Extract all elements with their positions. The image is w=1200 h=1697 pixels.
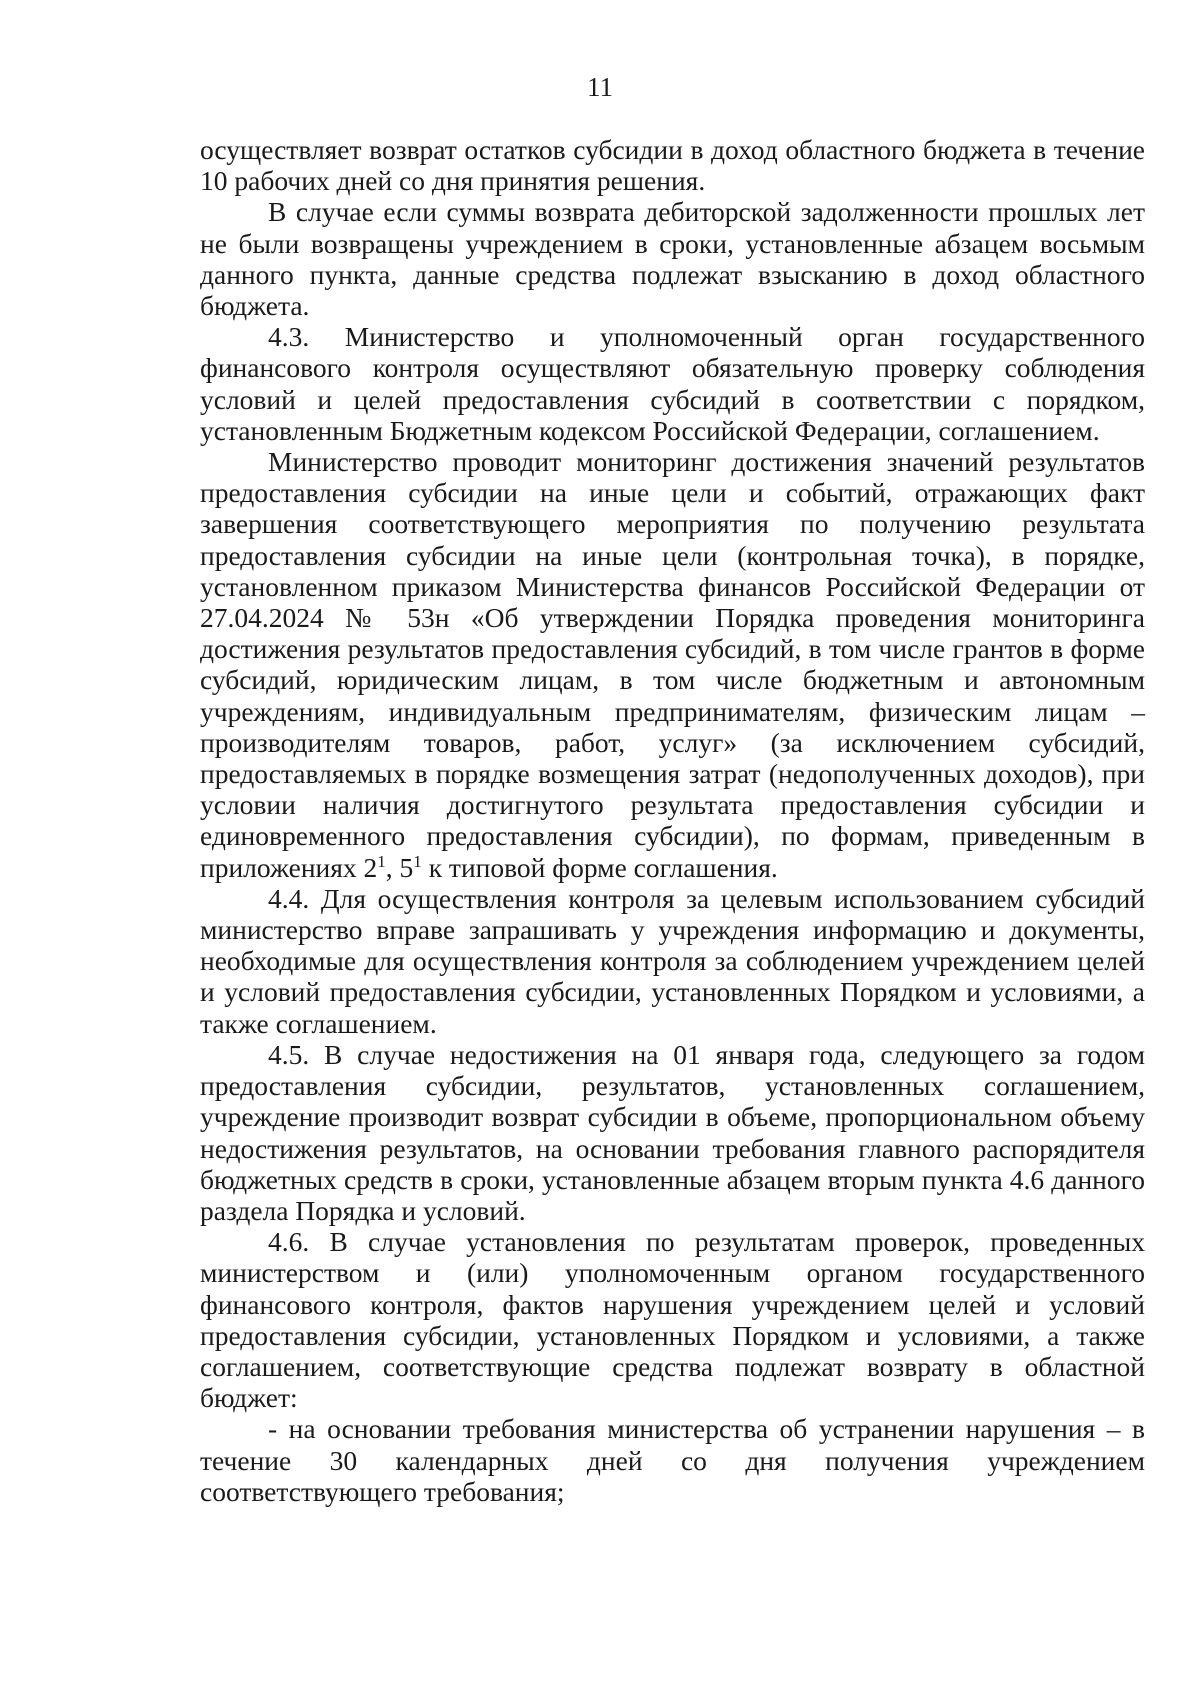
paragraph-list-item: - на основании требования министерства об устранении нарушения – в течение 30 календарных дней со дня получения учреждением соответствующего требования; xyxy=(200,1413,1145,1507)
paragraph-receivables: В случае если суммы возврата дебиторской задолженности прошлых лет не были возвращены учреждением в сроки, установленные абзацем восьмым данного пункта, данные средства подлежат взысканию в доход областного бюджета. xyxy=(200,196,1145,322)
paragraph-monitoring xyxy=(200,446,1145,883)
document-body xyxy=(200,134,1145,1507)
paragraph-4-6: 4.6. В случае установления по результатам проверок, проведенных министерством и (или) уполномоченным органом государственного финансового контроля, фактов нарушения учреждением целей и условий предоставления субсидии, установленных Порядком и условиями, а также соглашением, соответствующие средства подлежат возврату в областной бюджет: xyxy=(200,1226,1145,1414)
monitoring-text: Министерство проводит мониторинг достижения значений результатов предоставления субсидии на иные цели и событий, отражающих факт завершения соответствующего мероприятия по получению результата предоставления субсидии на иные цели (контрольная точка), в порядке, установленном приказом Министерства финансов Российской Федерации от 27.04.2024 № 53н «Об утверждении Порядка проведения мониторинга достижения результатов предоставления субсидий, в том числе грантов в форме субсидий, юридическим лицам, в том числе бюджетным и автономным учреждениям, индивидуальным предпринимателям, физическим лицам – производителям товаров, работ, услуг» (за исключением субсидий, предоставляемых в порядке возмещения затрат (недополученных доходов), при условии наличия достигнутого результата предоставления субсидии и единовременного предоставления субсидии), по формам, приведенным в приложениях 2 xyxy=(200,446,1145,883)
monitoring-text-end: к типовой форме соглашения. xyxy=(421,851,778,883)
paragraph-4-4: 4.4. Для осуществления контроля за целевым использованием субсидий министерство вправе запрашивать у учреждения информацию и документы, необходимые для осуществления контроля за соблюдением учреждением целей и условий предоставления субсидии, установленных Порядком и условиями, а также соглашением. xyxy=(200,882,1145,1039)
paragraph-refund-remainder: осуществляет возврат остатков субсидии в доход областного бюджета в течение 10 рабочих дней со дня принятия решения. xyxy=(200,134,1145,197)
paragraph-4-3: 4.3. Министерство и уполномоченный орган государственного финансового контроля осуществляют обязательную проверку соблюдения условий и целей предоставления субсидий в соответствии с порядком, установленным Бюджетным кодексом Российской Федерации, соглашением. xyxy=(200,321,1145,446)
paragraph-4-5: 4.5. В случае недостижения на 01 января года, следующего за годом предоставления субсидии, результатов, установленных соглашением, учреждение производит возврат субсидии в объеме, пропорциональном объему недостижения результатов, на основании требования главного распорядителя бюджетных средств в сроки, установленные абзацем вторым пункта 4.6 данного раздела Порядка и условий. xyxy=(200,1038,1145,1226)
superscript-2: 1 xyxy=(413,851,422,871)
monitoring-text-mid: , 5 xyxy=(385,851,414,883)
superscript-1: 1 xyxy=(377,851,386,871)
page-number: 11 xyxy=(587,72,613,102)
